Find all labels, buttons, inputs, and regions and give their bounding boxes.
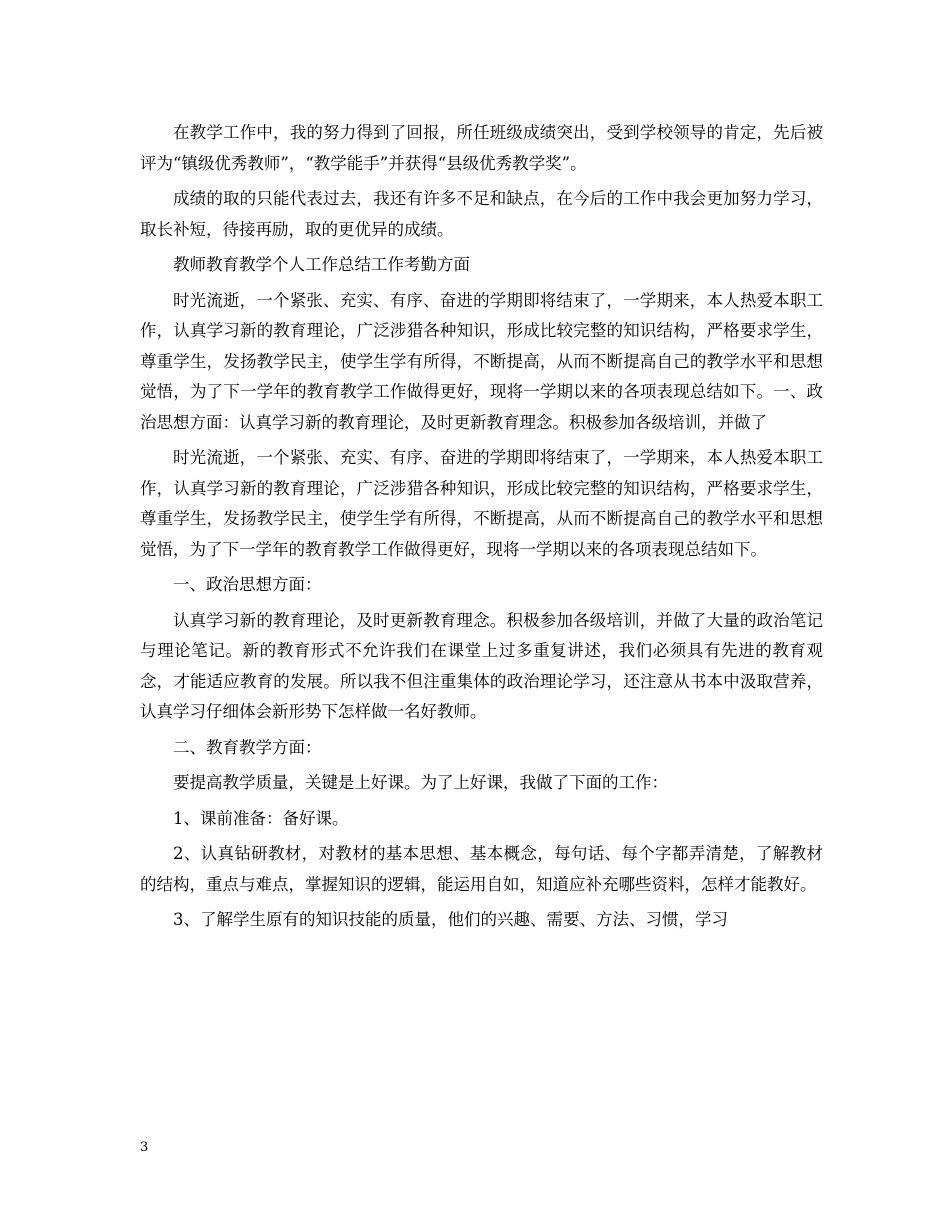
paragraph: 在教学工作中，我的努力得到了回报，所任班级成绩突出，受到学校领导的肯定，先后被评为“镇级优秀教师”，“教学能手”并获得“县级优秀教学奖”。 <box>140 123 823 173</box>
paragraph: 成绩的取的只能代表过去，我还有许多不足和缺点，在今后的工作中我会更加努力学习，取长补短，待接再励，取的更优异的成绩。 <box>140 189 823 239</box>
paragraph: 时光流逝，一个紧张、充实、有序、奋进的学期即将结束了，一学期来，本人热爱本职工作，认真学习新的教育理论，广泛涉猎各种知识，形成比较完整的知识结构，严格要求学生，尊重学生，发扬教学民主，使学生学有所得，不断提高，从而不断提高自己的教学水平和思想觉悟，为了下一学年的教育教学工作做得更好，现将一学期以来的各项表现总结如下。 <box>140 448 823 559</box>
list-item: 2、认真钻研教材，对教材的基本思想、基本概念，每句话、每个字都弄清楚，了解教材的结构，重点与难点，掌握知识的逻辑，能运用自如，知道应补充哪些资料，怎样才能教好。 <box>140 844 823 894</box>
section-heading: 二、教育教学方面： <box>173 737 322 757</box>
paragraph: 时光流逝，一个紧张、充实、有序、奋进的学期即将结束了，一学期来，本人热爱本职工作，认真学习新的教育理论，广泛涉猎各种知识，形成比较完整的知识结构，严格要求学生，尊重学生，发扬教学民主，使学生学有所得，不断提高，从而不断提高自己的教学水平和思想觉悟，为了下一学年的教育教学工作做得更好，现将一学期以来的各项表现总结如下。一、政治思想方面：认真学习新的教育理论，及时更新教育理念。积极参加各级培训，并做了 <box>140 290 823 432</box>
list-item: 1、课前准备：备好课。 <box>173 808 349 828</box>
page-number: 3 <box>140 1140 149 1155</box>
paragraph: 认真学习新的教育理论，及时更新教育理念。积极参加各级培训，并做了大量的政治笔记与理论笔记。新的教育形式不允许我们在课堂上过多重复讲述，我们必须具有先进的教育观念，才能适应教育的发展。所以我不但注重集体的政治理论学习，还注意从书本中汲取营养，认真学习仔细体会新形势下怎样做一名好教师。 <box>140 610 823 721</box>
paragraph: 要提高教学质量，关键是上好课。为了上好课，我做了下面的工作： <box>173 773 668 792</box>
section-heading: 教师教育教学个人工作总结工作考勤方面 <box>173 255 470 274</box>
document-body <box>140 118 823 941</box>
section-heading: 一、政治思想方面： <box>173 575 322 594</box>
list-item: 3、了解学生原有的知识技能的质量，他们的兴趣、需要、方法、习惯，学习 <box>173 910 728 929</box>
